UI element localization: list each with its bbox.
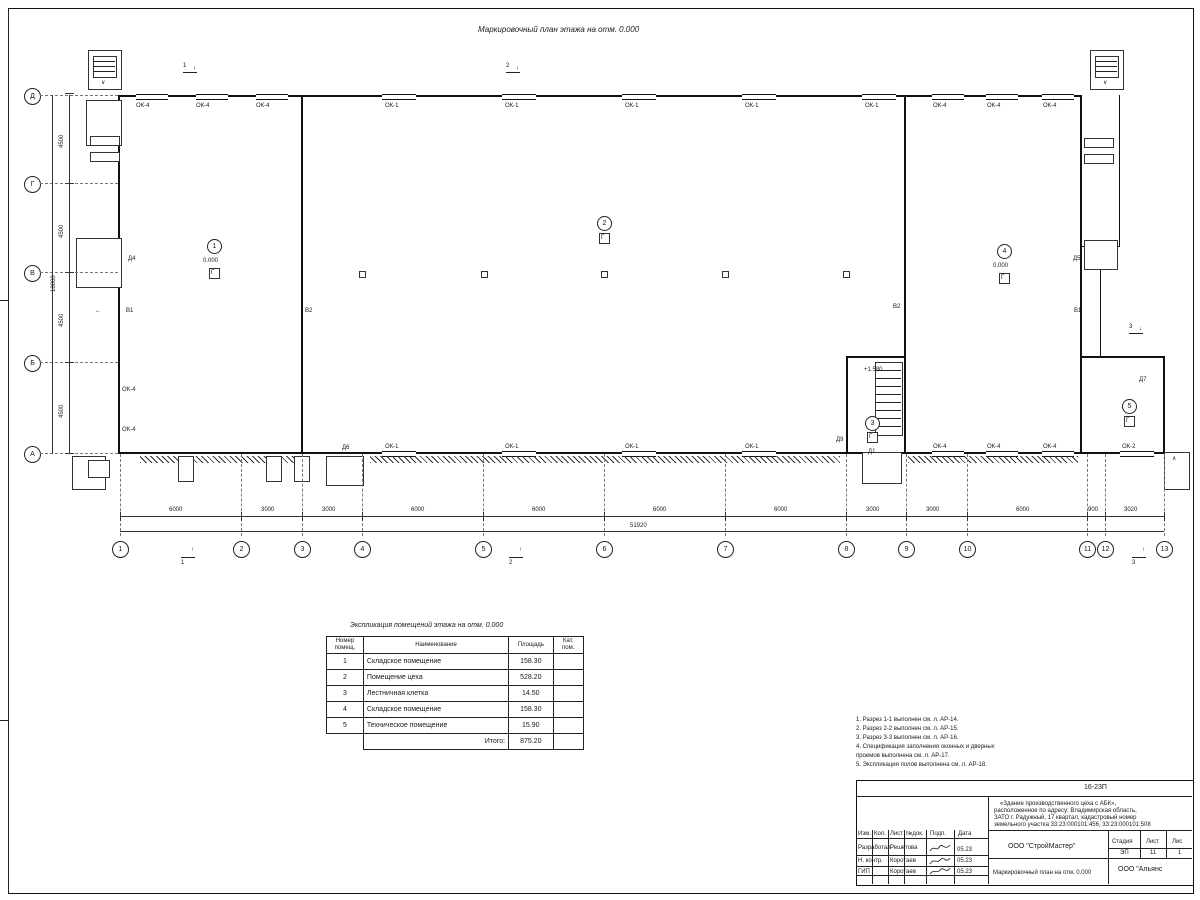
cell-cat [553, 670, 584, 686]
window-label: ОК-4 [122, 387, 136, 393]
section-mark-label: 2 [506, 63, 510, 69]
window-label: ОК-4 [196, 103, 210, 109]
axis-line [362, 454, 363, 536]
cell-name: Техническое помещение [363, 718, 508, 734]
stamp-name: Коротаев [890, 858, 916, 864]
stamp-vert-stage-a [1140, 830, 1141, 858]
dim-tick [65, 93, 74, 94]
col-header-area: Площадь [509, 637, 553, 654]
cell-num: 2 [327, 670, 364, 686]
axis-marker-13: 13 [1156, 541, 1173, 558]
stamp-col-header: Дата [958, 831, 972, 837]
annex-right-wall [1163, 356, 1165, 454]
axis-line [120, 454, 121, 536]
stamp-object-line: ЗАТО г. Радужный, 17 квартал, кадастровый номер [994, 815, 1137, 821]
porch-top-right-steps [1095, 56, 1119, 78]
room-marker: 3 [865, 416, 880, 431]
axis-line [604, 454, 605, 536]
vertical-dim: 4500 [59, 134, 65, 148]
section-mark-label: 3 [1132, 560, 1136, 566]
column [481, 271, 488, 278]
door-label: Д4 [128, 256, 136, 262]
dim-tick [241, 512, 242, 521]
window-label: ОК-4 [987, 444, 1001, 450]
window-label: ОК-1 [745, 103, 759, 109]
right-rail-1 [1084, 138, 1114, 148]
frame-left-tick-2 [0, 720, 8, 721]
room-cat: Г [601, 235, 605, 241]
window-opening [986, 94, 1018, 100]
room-cat: Г [1001, 275, 1005, 281]
window-opening [862, 94, 896, 100]
cell-name: Лестничная клетка [363, 686, 508, 702]
window-label: ОК-4 [256, 103, 270, 109]
cell-name: Помещение цеха [363, 670, 508, 686]
window-label: ОК-4 [1043, 444, 1057, 450]
stamp-div-stage2 [1108, 858, 1192, 859]
stamp-date: 05.23 [957, 858, 973, 864]
window-label: ОК-4 [136, 103, 150, 109]
section-mark-arrow: ↑ [1142, 547, 1145, 553]
dim-tick [65, 272, 74, 273]
annex-top-wall [1081, 356, 1165, 358]
cell-num: 4 [327, 702, 364, 718]
section-mark-label: 2 [509, 560, 513, 566]
inner-label: В2 [305, 308, 313, 314]
horizontal-dim: 6000 [1016, 507, 1030, 513]
left-rail-1 [90, 136, 120, 146]
dim-tick [846, 512, 847, 521]
column [843, 271, 850, 278]
section-mark-line [181, 557, 195, 558]
axis-marker-6: 6 [596, 541, 613, 558]
vertical-overall-dim: 18000 [51, 275, 57, 292]
notes-block [856, 716, 995, 769]
window-label: ОК-2 [1122, 444, 1136, 450]
signature-icon [928, 842, 952, 854]
stamp-stage-value: ЭП [1120, 850, 1129, 856]
porch-step-a [93, 61, 115, 62]
cell-cat [553, 654, 584, 670]
axis-marker-11: 11 [1079, 541, 1096, 558]
porch-bottom-left-steps [88, 460, 110, 478]
axis-marker-1: 1 [112, 541, 129, 558]
section-mark-arrow: ↓ [516, 65, 519, 71]
window-label: ОК-4 [987, 103, 1001, 109]
stamp-stage-header: Лист [1146, 839, 1160, 845]
axis-line [906, 454, 907, 536]
horizontal-overall-dim: 51920 [630, 523, 647, 529]
axis-marker-5: 5 [475, 541, 492, 558]
window-label: ОК-1 [745, 444, 759, 450]
axis-marker-8: 8 [838, 541, 855, 558]
dim-tick [725, 512, 726, 521]
stamp-code: 16-23П [1084, 784, 1107, 791]
vertical-dim: 4500 [59, 224, 65, 238]
frame-left-tick-1 [0, 300, 8, 301]
stamp-col-header: Кол. [874, 831, 886, 837]
window-label: ОК-4 [933, 103, 947, 109]
room-cat: Г [1126, 418, 1130, 424]
horizontal-dim: 3000 [261, 507, 275, 513]
door-label: Д5 [1073, 256, 1081, 262]
table-row [327, 718, 584, 734]
dim-tick [65, 453, 74, 454]
stamp-role: Н. контр. [858, 858, 883, 864]
stamp-div-r1 [856, 855, 988, 856]
stamp-role: Разработал [858, 845, 891, 851]
horizontal-dim: 3000 [322, 507, 336, 513]
note-line: 5. Экспликация полов выполнена см. л. АР-18. [856, 762, 987, 768]
plinth-strip [370, 456, 840, 463]
cell-num: 1 [327, 654, 364, 670]
vertical-dim-line [69, 95, 70, 454]
axis-marker-9: 9 [898, 541, 915, 558]
stamp-stage-value: 11 [1150, 850, 1157, 856]
stamp-date: 05.23 [957, 847, 973, 853]
door-label: Д6 [342, 445, 350, 451]
window-opening [742, 94, 776, 100]
window-label: ОК-1 [625, 444, 639, 450]
door-label: Д1 [868, 449, 876, 455]
stair-step-4 [875, 394, 901, 395]
axis-marker-12: 12 [1097, 541, 1114, 558]
horizontal-dim: 6000 [532, 507, 546, 513]
dim-tick [483, 512, 484, 521]
stamp-role: ГИП [858, 869, 870, 875]
axis-marker-3: 3 [294, 541, 311, 558]
horizontal-dim: 3000 [866, 507, 880, 513]
axis-marker-g: Г [24, 176, 41, 193]
window-label: ОК-1 [385, 444, 399, 450]
vertical-dim: 4500 [59, 404, 65, 418]
partition-axis-9 [904, 95, 906, 454]
porch-bottom-right [1164, 452, 1190, 490]
door-swing [266, 456, 282, 482]
door-label: Д9 [836, 437, 844, 443]
window-opening [1042, 94, 1074, 100]
horizontal-dim: 3000 [926, 507, 940, 513]
section-mark-label: 3 [1129, 324, 1133, 330]
horizontal-dim: 6000 [774, 507, 788, 513]
stamp-object-line: земельного участка 33:23:000101:456, 33:23:000101:508 [994, 822, 1151, 828]
axis-marker-d: Д [24, 88, 41, 105]
window-label: ОК-4 [933, 444, 947, 450]
room-marker: 1 [207, 239, 222, 254]
porch-r-step-c [1095, 71, 1117, 72]
room-cat: Г [211, 270, 215, 276]
table-total-row [327, 734, 584, 750]
section-mark-line [509, 557, 523, 558]
section-mark-label: 1 [181, 560, 185, 566]
horizontal-dim: 6000 [169, 507, 183, 513]
cell-area: 158.30 [509, 654, 553, 670]
porch-bottom-right-arrow: ∧ [1172, 456, 1177, 462]
cell-name: Складское помещение [363, 654, 508, 670]
porch-top-left-arrow: ∨ [101, 80, 106, 86]
porch-step-c [93, 71, 115, 72]
wall-right [1080, 95, 1082, 454]
window-label: ОК-1 [505, 444, 519, 450]
door-label: Д7 [1139, 377, 1147, 383]
section-mark-arrow: ↓ [1139, 326, 1142, 332]
right-rail-2 [1084, 154, 1114, 164]
stamp-name: Решетова [890, 845, 918, 851]
total-spacer [327, 734, 364, 750]
door-swing [178, 456, 194, 482]
cell-num: 5 [327, 718, 364, 734]
dim-tick [906, 512, 907, 521]
window-label: ОК-1 [865, 103, 879, 109]
section-mark-line [183, 72, 197, 73]
window-label: ОК-4 [1043, 103, 1057, 109]
col-header-cat: Кат. пом. [553, 637, 584, 654]
porch-step-b [93, 66, 115, 67]
stamp-col-header: №док. [906, 831, 924, 837]
table-header-row [327, 637, 584, 654]
window-label: ОК-1 [505, 103, 519, 109]
explication-table [326, 636, 584, 750]
inner-label: В1 [1074, 308, 1082, 314]
horizontal-dim: 3020 [1124, 507, 1138, 513]
porch-top-right-arrow: ∨ [1103, 80, 1108, 86]
horizontal-dim: 900 [1088, 507, 1099, 513]
dim-tick [362, 512, 363, 521]
room-level: 0.000 [993, 263, 1009, 269]
axis-line [1164, 454, 1165, 536]
window-label: ОК-4 [122, 427, 136, 433]
porch-top-left-steps [93, 56, 117, 78]
stamp-div-1 [856, 796, 1192, 797]
stamp-object-line: «Здание производственного цеха с АБК», [1000, 801, 1117, 807]
stamp-vert-stage [1108, 830, 1109, 884]
table-row [327, 654, 584, 670]
explication-title: Экспликация помещений этажа на отм. 0.000 [350, 622, 504, 629]
cell-name: Складское помещение [363, 702, 508, 718]
axis-marker-b: Б [24, 355, 41, 372]
horizontal-dim-line [120, 516, 1164, 517]
dim-tick [65, 362, 74, 363]
dim-tick [65, 183, 74, 184]
inner-label: В2 [893, 304, 901, 310]
axis-line [483, 454, 484, 536]
window-label: ОК-1 [385, 103, 399, 109]
axis-line [846, 454, 847, 536]
dim-tick [1164, 512, 1165, 521]
stair-step-2 [875, 378, 901, 379]
partition-axis-3 [301, 95, 303, 454]
cell-cat [553, 686, 584, 702]
window-opening [622, 94, 656, 100]
cell-cat [553, 718, 584, 734]
stair-block-left [846, 356, 848, 452]
window-opening [382, 94, 416, 100]
stair-block-top [846, 356, 904, 358]
stamp-vert-1 [988, 796, 989, 884]
section-mark-line [1132, 557, 1146, 558]
stamp-div-r2 [856, 866, 988, 867]
porch-r-step-b [1095, 66, 1117, 67]
col-header-num: Номер помещ. [327, 637, 364, 654]
section-mark-arrow: ↑ [191, 547, 194, 553]
dim-tick [604, 512, 605, 521]
note-line: 1. Разрез 1-1 выполнен см. л. АР-14. [856, 717, 959, 723]
cell-area: 15.90 [509, 718, 553, 734]
axis-line [1105, 454, 1106, 536]
stair-lower-landing [862, 452, 902, 484]
dim-tick [302, 512, 303, 521]
axis-line [241, 454, 242, 536]
axis-line [725, 454, 726, 536]
column [722, 271, 729, 278]
axis-marker-4: 4 [354, 541, 371, 558]
door-swing [326, 456, 364, 486]
signature-icon [928, 856, 952, 866]
room-cat: Г [869, 434, 873, 440]
total-cat [553, 734, 584, 750]
dim-tick [1105, 512, 1106, 521]
dim-tick [967, 512, 968, 521]
window-label: ОК-1 [625, 103, 639, 109]
stamp-stage-header: Лис [1172, 839, 1183, 845]
arrow-left: ← [95, 308, 101, 314]
table-row [327, 702, 584, 718]
stair-step-3 [875, 386, 901, 387]
inner-label: В1 [126, 308, 134, 314]
note-line: 2. Разрез 2-2 выполнен см. л. АР-15. [856, 726, 959, 732]
stamp-org: ООО "Альянс [1118, 866, 1163, 873]
section-mark-arrow: ↓ [193, 65, 196, 71]
section-mark-label: 1 [183, 63, 187, 69]
horizontal-overall-line [120, 531, 1164, 532]
frame-left-margin [8, 8, 9, 892]
stamp-stage-header: Стадия [1112, 839, 1133, 845]
dim-tick [120, 512, 121, 521]
total-label: Итого: [363, 734, 508, 750]
window-opening [1120, 451, 1154, 457]
column [601, 271, 608, 278]
stamp-company: ООО "СтройМастер" [1008, 843, 1076, 850]
axis-marker-10: 10 [959, 541, 976, 558]
vertical-dim: 4500 [59, 313, 65, 327]
axis-line [1087, 454, 1088, 536]
page-title: Маркировочный план этажа на отм. 0.000 [478, 25, 640, 34]
stamp-col-header: Лист [890, 831, 904, 837]
room-marker: 5 [1122, 399, 1137, 414]
column [359, 271, 366, 278]
plinth-strip [908, 456, 1078, 463]
left-room-mid [76, 238, 122, 288]
right-room-mid [1084, 240, 1118, 270]
horizontal-dim: 6000 [411, 507, 425, 513]
stair-step-5 [875, 402, 901, 403]
annex-upper-right [1119, 95, 1120, 247]
section-mark-arrow: ↑ [519, 547, 522, 553]
room-marker: 2 [597, 216, 612, 231]
col-header-name: Наименование [363, 637, 508, 654]
axis-line [967, 454, 968, 536]
stamp-div-2 [988, 830, 1192, 831]
axis-marker-a: А [24, 446, 41, 463]
window-opening [502, 94, 536, 100]
note-line: 3. Разрез 3-3 выполнен см. л. АР-16. [856, 735, 959, 741]
note-line: 4. Спецификация заполнения оконных и дверных [856, 744, 995, 750]
stamp-div-3 [988, 858, 1108, 859]
table-row [327, 670, 584, 686]
note-line: проемов выполнена см. л. АР-17. [856, 753, 950, 759]
window-opening [136, 94, 168, 100]
axis-marker-7: 7 [717, 541, 734, 558]
section-mark-line [1129, 333, 1143, 334]
stamp-date: 05.23 [957, 869, 973, 875]
stair-step-6 [875, 410, 901, 411]
room-marker: 4 [997, 244, 1012, 259]
window-opening [932, 94, 964, 100]
stamp-name: Коротаев [890, 869, 916, 875]
window-opening [196, 94, 228, 100]
left-rail-2 [90, 152, 120, 162]
cell-cat [553, 702, 584, 718]
window-opening [256, 94, 288, 100]
room-level: 0.000 [203, 258, 219, 264]
axis-line [302, 454, 303, 536]
cell-area: 14.50 [509, 686, 553, 702]
cell-area: 158.30 [509, 702, 553, 718]
axis-marker-v: В [24, 265, 41, 282]
stair-level-mark: +1.580 [864, 367, 883, 373]
table-row [327, 686, 584, 702]
signature-icon [928, 866, 952, 876]
stamp-div-colhdr [856, 838, 988, 839]
total-value: 875.20 [509, 734, 553, 750]
cell-num: 3 [327, 686, 364, 702]
porch-r-step-a [1095, 61, 1117, 62]
cell-area: 528.20 [509, 670, 553, 686]
axis-marker-2: 2 [233, 541, 250, 558]
stamp-object-line: расположенное по адресу: Владимирская область, [994, 808, 1137, 814]
stamp-col-header: Подп. [930, 831, 946, 837]
section-mark-line [506, 72, 520, 73]
horizontal-dim: 6000 [653, 507, 667, 513]
stamp-stage-value: 1 [1178, 850, 1182, 856]
stamp-vert-stage-b [1166, 830, 1167, 858]
stamp-sheet-title: Маркировочный план на отм. 0.000 [993, 870, 1092, 876]
stamp-col-header: Изм. [858, 831, 871, 837]
